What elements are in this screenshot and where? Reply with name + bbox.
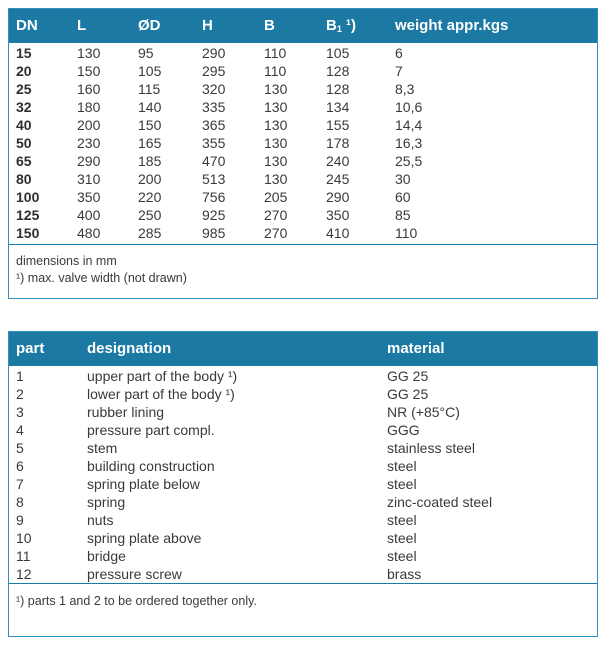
cell-h: 335 <box>202 99 226 115</box>
parts-table-body <box>9 366 597 583</box>
cell-h: 925 <box>202 207 226 223</box>
cell-weight: 85 <box>395 207 411 223</box>
dimensions-table-row <box>9 134 597 152</box>
col-header-b1-main: B <box>326 17 337 34</box>
parts-table-row <box>9 475 597 493</box>
cell-weight: 25,5 <box>395 153 423 169</box>
parts-table-row <box>9 403 597 421</box>
cell-l: 350 <box>77 189 101 205</box>
cell-material: GG 25 <box>387 386 429 402</box>
cell-weight: 60 <box>395 189 411 205</box>
cell-designation: rubber lining <box>87 404 165 420</box>
cell-l: 290 <box>77 153 101 169</box>
cell-b: 130 <box>264 135 288 151</box>
dimensions-notes <box>16 253 187 287</box>
cell-b: 130 <box>264 171 288 187</box>
col-header-designation: designation <box>87 340 172 357</box>
cell-material: GGG <box>387 422 420 438</box>
cell-material: steel <box>387 512 417 528</box>
col-header-part: part <box>16 340 45 357</box>
col-header-l: L <box>77 17 87 34</box>
cell-material: steel <box>387 458 417 474</box>
cell-part: 9 <box>16 512 24 528</box>
cell-l: 310 <box>77 171 101 187</box>
col-header-h: H <box>202 17 213 34</box>
cell-b: 110 <box>264 63 287 79</box>
cell-od: 115 <box>138 81 161 97</box>
cell-l: 160 <box>77 81 101 97</box>
cell-part: 3 <box>16 404 24 420</box>
parts-table-header <box>9 332 597 366</box>
cell-od: 200 <box>138 171 162 187</box>
cell-part: 6 <box>16 458 24 474</box>
cell-od: 285 <box>138 225 162 241</box>
cell-designation: spring plate above <box>87 530 202 546</box>
cell-l: 180 <box>77 99 101 115</box>
parts-table-row <box>9 565 597 583</box>
cell-designation: spring <box>87 494 126 510</box>
note-units: dimensions in mm <box>16 254 117 268</box>
dimensions-table-row <box>9 62 597 80</box>
cell-b1: 410 <box>326 225 350 241</box>
cell-weight: 110 <box>395 225 418 241</box>
dimensions-table-row <box>9 98 597 116</box>
cell-dn: 125 <box>16 207 40 223</box>
cell-material: steel <box>387 476 417 492</box>
cell-b: 130 <box>264 153 288 169</box>
cell-h: 355 <box>202 135 226 151</box>
cell-b: 130 <box>264 117 288 133</box>
cell-part: 4 <box>16 422 24 438</box>
note-max-width: ¹) max. valve width (not drawn) <box>16 271 187 285</box>
cell-part: 10 <box>16 530 32 546</box>
dimensions-table-row <box>9 224 597 242</box>
cell-h: 320 <box>202 81 226 97</box>
col-header-dn: DN <box>16 17 38 34</box>
cell-weight: 16,3 <box>395 135 423 151</box>
col-header-od: ØD <box>138 17 161 34</box>
dimensions-table-row <box>9 44 597 62</box>
cell-weight: 10,6 <box>395 99 423 115</box>
col-header-material: material <box>387 340 445 357</box>
cell-dn: 15 <box>16 45 32 61</box>
parts-table-row <box>9 493 597 511</box>
cell-designation: nuts <box>87 512 114 528</box>
parts-notes <box>16 593 257 610</box>
dimensions-table-row <box>9 116 597 134</box>
dimensions-table-row <box>9 188 597 206</box>
cell-material: steel <box>387 548 417 564</box>
cell-b: 130 <box>264 99 288 115</box>
cell-l: 230 <box>77 135 101 151</box>
col-header-b1-sub: 1 <box>336 24 342 34</box>
cell-b1: 290 <box>326 189 350 205</box>
dimensions-table-header <box>9 9 597 43</box>
parts-table-row <box>9 439 597 457</box>
cell-b1: 245 <box>326 171 350 187</box>
note-order-together: ¹) parts 1 and 2 to be ordered together only. <box>16 594 257 608</box>
col-header-weight: weight appr.kgs <box>395 17 509 34</box>
cell-od: 165 <box>138 135 162 151</box>
cell-part: 8 <box>16 494 24 510</box>
cell-l: 200 <box>77 117 101 133</box>
cell-part: 11 <box>16 548 31 564</box>
cell-material: stainless steel <box>387 440 475 456</box>
parts-table-row <box>9 367 597 385</box>
cell-designation: upper part of the body ¹) <box>87 368 238 384</box>
dimensions-table-row <box>9 170 597 188</box>
cell-b1: 128 <box>326 63 350 79</box>
parts-table-divider <box>9 583 597 584</box>
cell-b: 205 <box>264 189 288 205</box>
col-header-b1 <box>326 17 356 36</box>
cell-od: 105 <box>138 63 162 79</box>
cell-part: 7 <box>16 476 24 492</box>
cell-designation: lower part of the body ¹) <box>87 386 235 402</box>
cell-dn: 65 <box>16 153 32 169</box>
parts-table-row <box>9 421 597 439</box>
cell-h: 470 <box>202 153 226 169</box>
cell-dn: 32 <box>16 99 32 115</box>
cell-part: 12 <box>16 566 32 582</box>
cell-dn: 50 <box>16 135 32 151</box>
dimensions-table-row <box>9 206 597 224</box>
parts-table-row <box>9 511 597 529</box>
cell-b: 270 <box>264 225 288 241</box>
cell-dn: 100 <box>16 189 40 205</box>
cell-b1: 105 <box>326 45 350 61</box>
cell-b1: 155 <box>326 117 350 133</box>
cell-part: 1 <box>16 368 24 384</box>
cell-weight: 30 <box>395 171 411 187</box>
cell-l: 150 <box>77 63 101 79</box>
cell-od: 140 <box>138 99 162 115</box>
cell-l: 130 <box>77 45 101 61</box>
cell-material: GG 25 <box>387 368 429 384</box>
cell-weight: 14,4 <box>395 117 423 133</box>
cell-b: 110 <box>264 45 287 61</box>
dimensions-table-body <box>9 43 597 242</box>
cell-h: 290 <box>202 45 226 61</box>
cell-h: 365 <box>202 117 226 133</box>
cell-material: steel <box>387 530 417 546</box>
cell-b1: 350 <box>326 207 350 223</box>
cell-od: 185 <box>138 153 162 169</box>
cell-h: 295 <box>202 63 226 79</box>
cell-od: 250 <box>138 207 162 223</box>
cell-b1: 134 <box>326 99 350 115</box>
cell-od: 95 <box>138 45 154 61</box>
cell-dn: 25 <box>16 81 32 97</box>
cell-h: 985 <box>202 225 226 241</box>
dimensions-table-panel <box>8 8 598 299</box>
cell-l: 400 <box>77 207 101 223</box>
cell-material: NR (+85°C) <box>387 404 460 420</box>
cell-dn: 40 <box>16 117 32 133</box>
cell-material: zinc-coated steel <box>387 494 493 510</box>
cell-designation: stem <box>87 440 118 456</box>
cell-dn: 20 <box>16 63 32 79</box>
parts-table-panel <box>8 331 598 637</box>
cell-weight: 7 <box>395 63 403 79</box>
cell-b1: 178 <box>326 135 350 151</box>
cell-designation: spring plate below <box>87 476 200 492</box>
cell-dn: 150 <box>16 225 40 241</box>
cell-part: 5 <box>16 440 24 456</box>
cell-od: 220 <box>138 189 162 205</box>
dimensions-table-divider <box>9 244 597 245</box>
cell-weight: 8,3 <box>395 81 415 97</box>
cell-l: 480 <box>77 225 101 241</box>
cell-designation: pressure screw <box>87 566 182 582</box>
dimensions-table-row <box>9 152 597 170</box>
cell-designation: pressure part compl. <box>87 422 215 438</box>
cell-b: 130 <box>264 81 288 97</box>
cell-b1: 240 <box>326 153 350 169</box>
dimensions-table-row <box>9 80 597 98</box>
cell-weight: 6 <box>395 45 403 61</box>
cell-designation: bridge <box>87 548 126 564</box>
parts-table-row <box>9 457 597 475</box>
cell-material: brass <box>387 566 422 582</box>
cell-dn: 80 <box>16 171 32 187</box>
cell-h: 756 <box>202 189 226 205</box>
parts-table-row <box>9 529 597 547</box>
parts-table-row <box>9 385 597 403</box>
col-header-b: B <box>264 17 275 34</box>
cell-od: 150 <box>138 117 162 133</box>
cell-part: 2 <box>16 386 24 402</box>
cell-b1: 128 <box>326 81 350 97</box>
cell-b: 270 <box>264 207 288 223</box>
cell-h: 513 <box>202 171 226 187</box>
col-header-b1-mark: ¹) <box>346 17 357 34</box>
parts-table-row <box>9 547 597 565</box>
cell-designation: building construction <box>87 458 215 474</box>
